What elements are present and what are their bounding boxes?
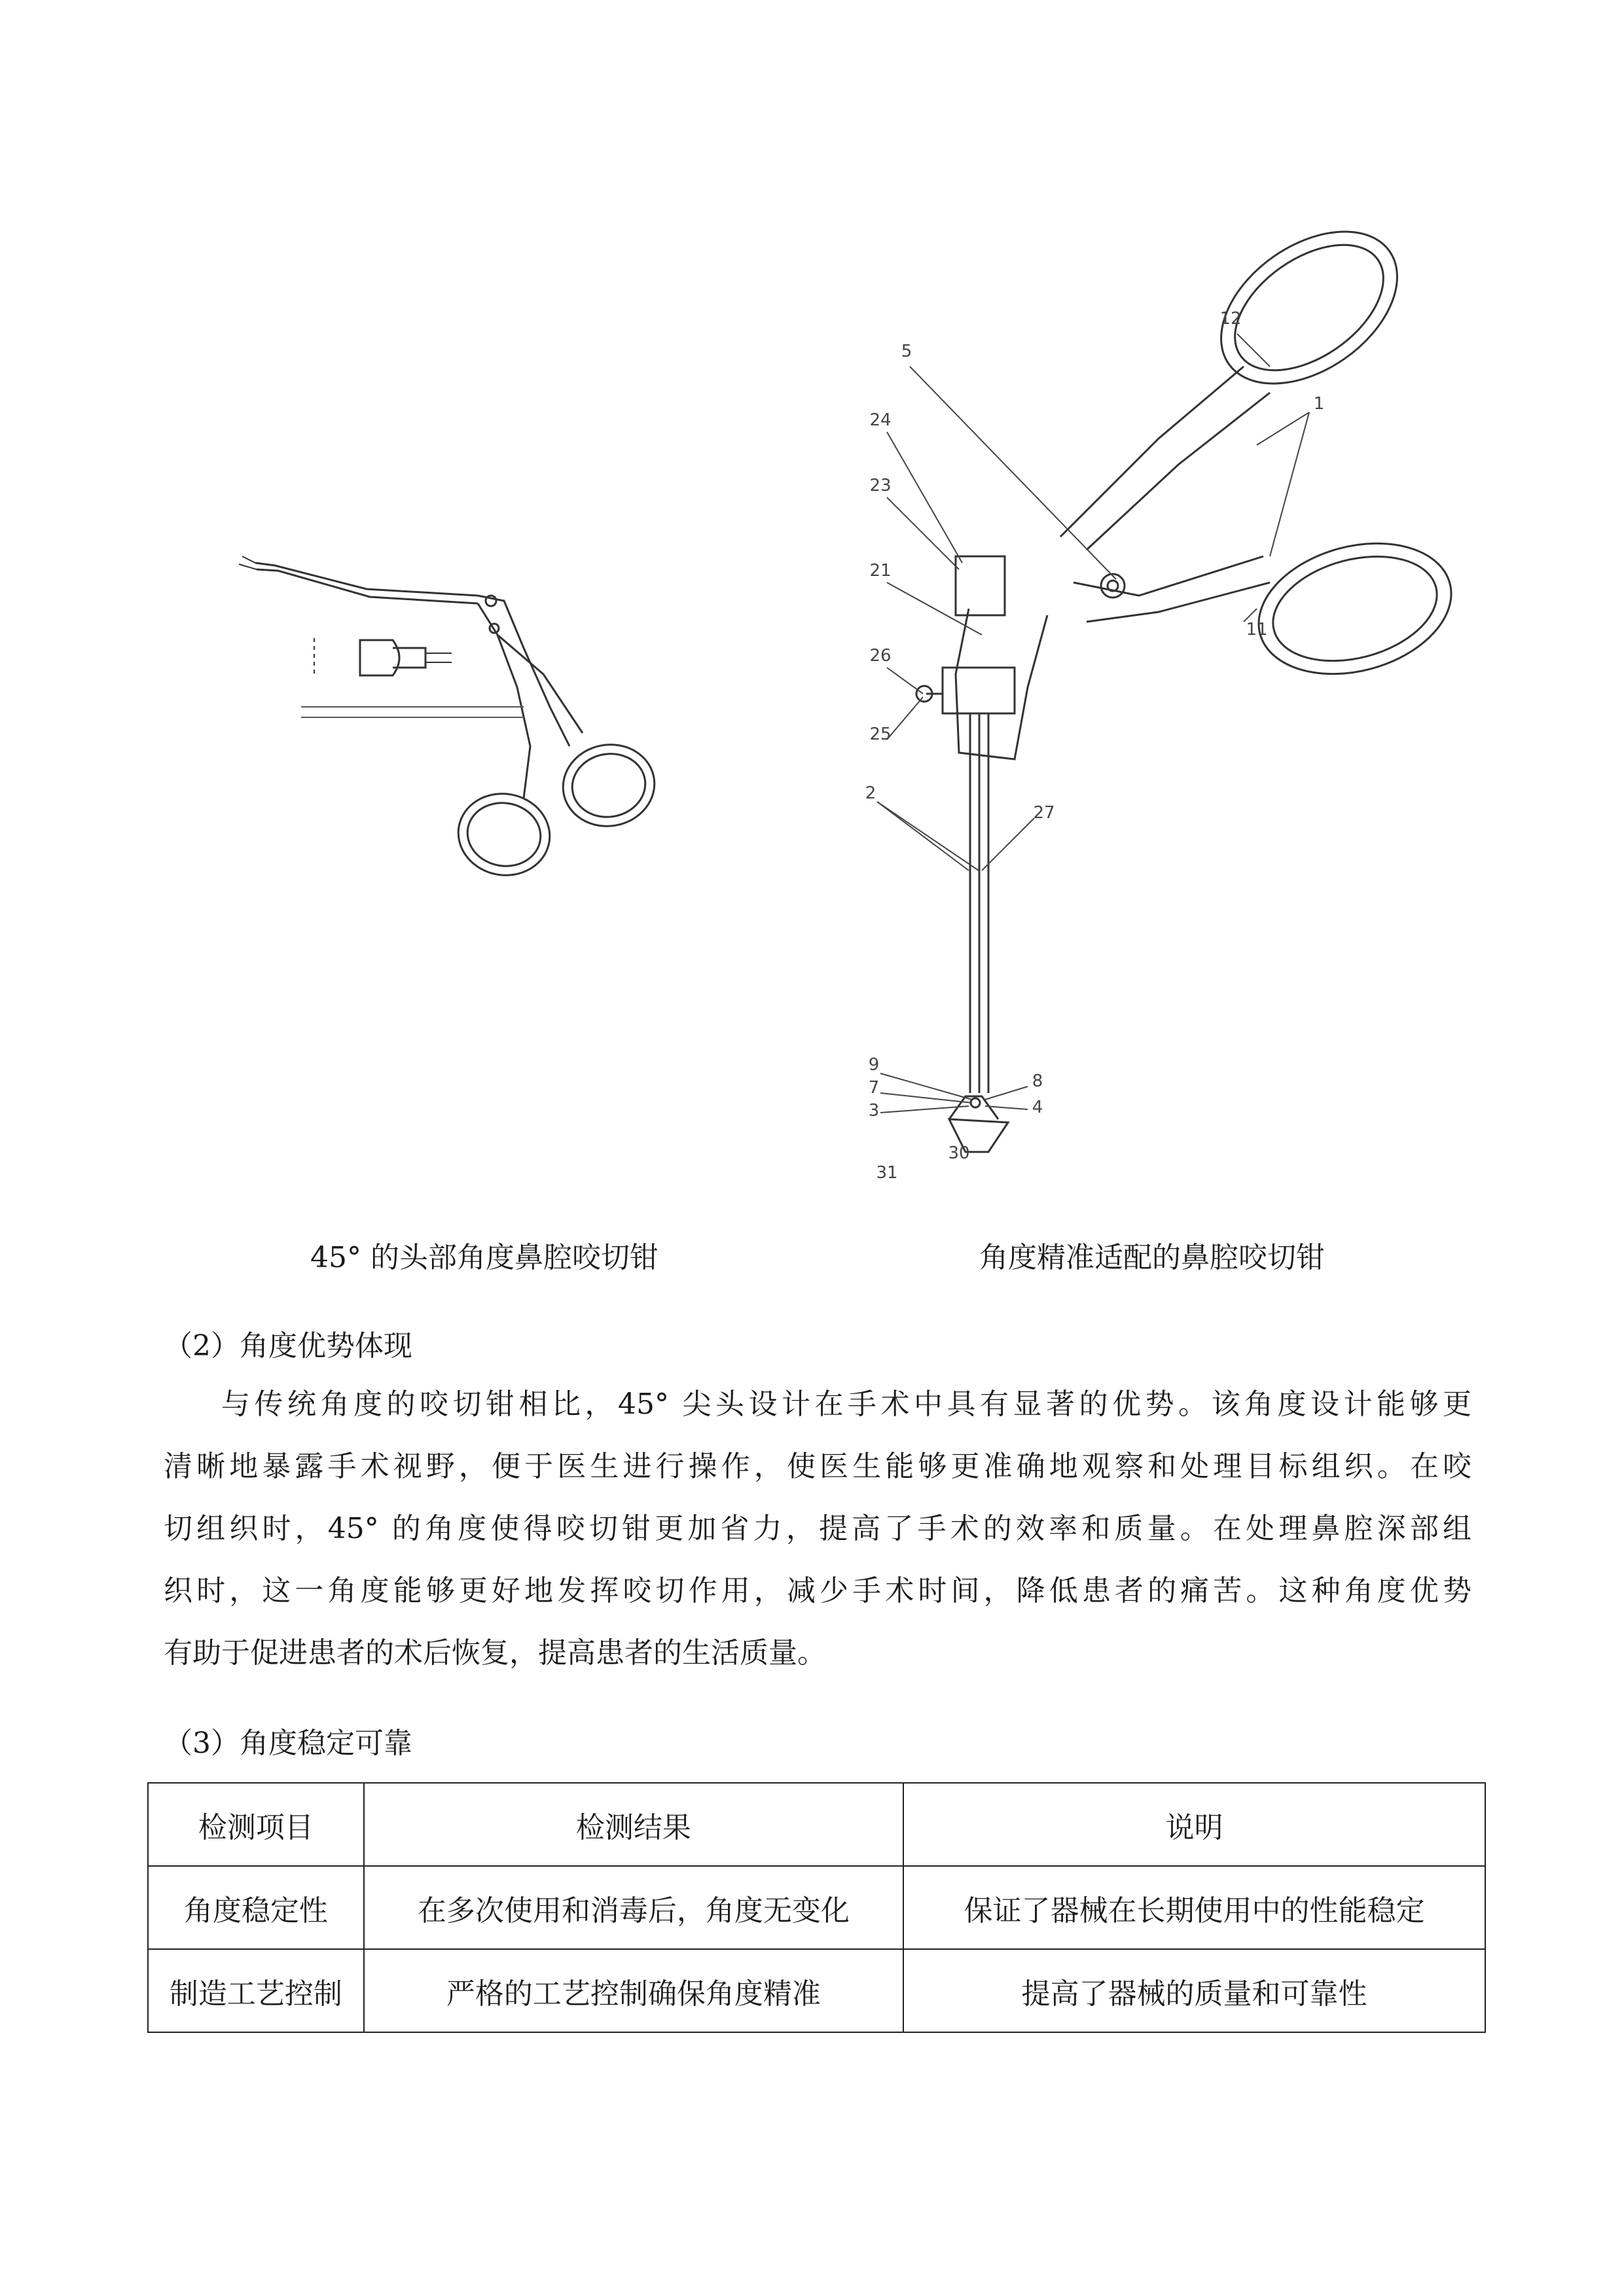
part-label: 27 [1033,803,1055,823]
nasal-forceps-labeled-drawing [851,216,1466,1230]
figure-caption-left: 45° 的头部角度鼻腔咬切钳 [310,1241,659,1274]
part-label: 7 [868,1078,880,1098]
paragraph-line: 织时，这一角度能够更好地发挥咬切作用，减少手术时间，降低患者的痛苦。这种角度优势 [164,1574,1471,1607]
table-cell: 提高了器械的质量和可靠性 [903,1949,1485,2032]
part-label: 30 [948,1143,970,1163]
table-header-cell: 说明 [903,1783,1485,1866]
table-header-cell: 检测结果 [364,1783,903,1866]
part-label: 4 [1032,1098,1043,1117]
table-cell: 保证了器械在长期使用中的性能稳定 [903,1866,1485,1949]
part-label: 2 [865,783,876,803]
figure-caption-right: 角度精准适配的鼻腔咬切钳 [979,1241,1325,1274]
table-header-row [148,1783,1485,1866]
section-heading-angle-stability: （3）角度稳定可靠 [164,1727,412,1760]
paragraph-line: 清晰地暴露手术视野，便于医生进行操作，使医生能够更准确地观察和处理目标组织。在咬 [164,1450,1471,1483]
stability-table [147,1782,1486,2033]
table-cell: 制造工艺控制 [148,1949,364,2032]
table-row [148,1949,1485,2032]
part-label: 23 [869,476,892,495]
part-label: 8 [1032,1071,1043,1091]
part-label: 21 [869,561,892,581]
part-label: 26 [869,646,892,666]
table-cell: 角度稳定性 [148,1866,364,1949]
part-label: 25 [869,725,892,744]
part-label: 11 [1246,620,1268,639]
part-label: 31 [876,1163,898,1183]
table-row [148,1866,1485,1949]
part-label: 24 [869,410,892,430]
paragraph-line: 与传统角度的咬切钳相比，45° 尖头设计在手术中具有显著的优势。该角度设计能够更 [221,1388,1471,1421]
part-label: 3 [868,1101,880,1121]
part-label: 5 [901,342,912,361]
part-label: 9 [868,1055,880,1075]
paragraph-line: 有助于促进患者的术后恢复，提高患者的生活质量。 [164,1636,826,1670]
table-header-cell: 检测项目 [148,1783,364,1866]
angle-advantage-paragraph [164,1373,1471,1684]
paragraph-line: 切组织时，45° 的角度使得咬切钳更加省力，提高了手术的效率和质量。在处理鼻腔深部组 [164,1512,1471,1545]
table-cell: 严格的工艺控制确保角度精准 [364,1949,903,2032]
part-label: 1 [1313,394,1325,414]
section-heading-angle-advantage: （2）角度优势体现 [164,1329,412,1363]
forceps-45-degree-drawing [216,524,772,890]
part-label: 12 [1219,309,1242,329]
table-cell: 在多次使用和消毒后，角度无变化 [364,1866,903,1949]
